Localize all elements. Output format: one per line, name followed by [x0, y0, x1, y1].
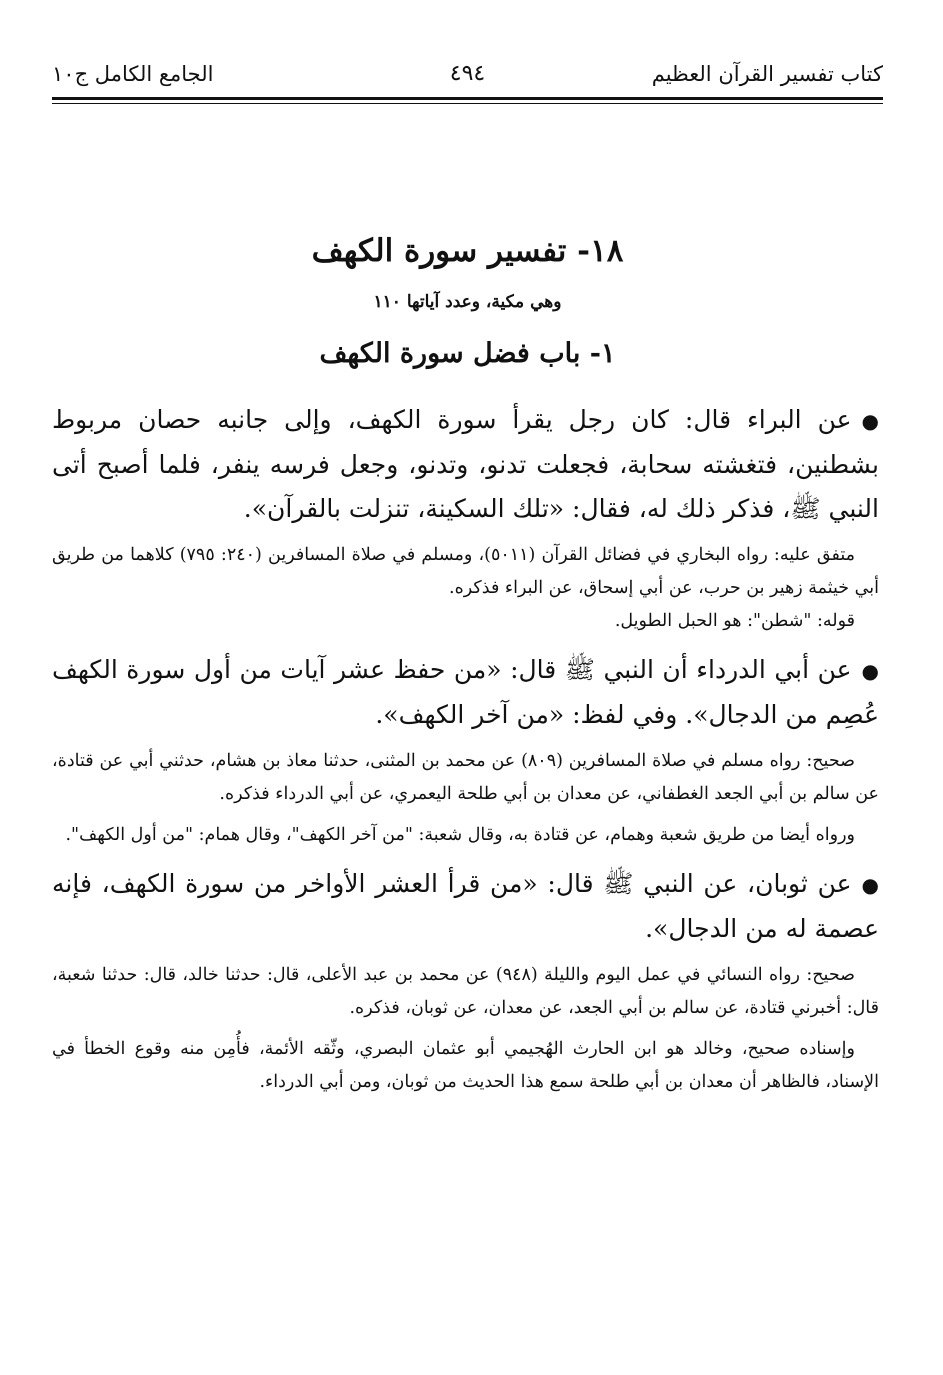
- surah-title: ١٨- تفسير سورة الكهف: [311, 233, 624, 269]
- hadith-paragraph: [52, 862, 879, 951]
- gloss-note: قوله: "شطن": هو الحبل الطويل.: [614, 611, 855, 631]
- takhrij-note: متفق عليه: رواه البخاري في فضائل القرآن (٥٠١١)، ومسلم في صلاة المسافرين (٢٤٠: ٧٩٥) كلاهما من طريق أبي خيثمة زهير بن حرب، عن أبي إسحاق، عن البراء فذكره.: [52, 545, 879, 598]
- header-book-title: كتاب تفسير القرآن العظيم: [651, 62, 883, 86]
- hadith-text: عن البراء قال: كان رجل يقرأ سورة الكهف، وإلى جانبه حصان مربوط بشطنين، فتغشته سحابة، فجعلت تدنو، وتدنو، وجعل فرسه ينفر، فلما أصبح أتى النبي ﷺ، فذكر ذلك له، فقال: «تلك السكينة، تنزلت بالقرآن».: [52, 405, 879, 523]
- surah-subtitle: وهي مكية، وعدد آياتها ١١٠: [373, 292, 562, 312]
- bullet-icon: ●: [861, 873, 879, 897]
- takhrij-note: وإسناده صحيح، وخالد هو ابن الحارث الهُجيمي أبو عثمان البصري، وثّقه الأئمة، فأُمِن منه وقوع الخطأ في الإسناد، فالظاهر أن معدان بن أبي طلحة سمع هذا الحديث من ثوبان، ومن أبي الدرداء.: [52, 1039, 879, 1092]
- title-block: [52, 228, 883, 374]
- bullet-icon: ●: [861, 409, 879, 433]
- header-volume: الجامع الكامل ج١٠: [52, 62, 214, 86]
- hadith-paragraph: [52, 398, 879, 531]
- hadith-text: عن أبي الدرداء أن النبي ﷺ قال: «من حفظ عشر آيات من أول سورة الكهف عُصِم من الدجال». وفي لفظ: «من آخر الكهف».: [52, 655, 879, 729]
- header-rule-thick: [52, 97, 883, 100]
- running-header: [52, 56, 883, 96]
- bullet-icon: ●: [861, 659, 879, 683]
- chapter-heading: ١- باب فضل سورة الكهف: [319, 338, 616, 369]
- page-content: [52, 398, 879, 1099]
- takhrij-note: ورواه أيضا من طريق شعبة وهمام، عن قتادة به، وقال شعبة: "من آخر الكهف"، وقال همام: "من أول الكهف".: [65, 825, 855, 845]
- takhrij-note: صحيح: رواه النسائي في عمل اليوم والليلة (٩٤٨) عن محمد بن عبد الأعلى، قال: حدثنا خالد، قال: حدثنا شعبة، قال: أخبرني قتادة، عن سالم بن أبي الجعد، عن معدان، عن ثوبان، فذكره.: [52, 965, 879, 1018]
- header-page-number: ٤٩٤: [449, 61, 486, 86]
- header-rule-thin: [52, 103, 883, 104]
- hadith-paragraph: [52, 648, 879, 737]
- takhrij-note: صحيح: رواه مسلم في صلاة المسافرين (٨٠٩) عن محمد بن المثنى، حدثنا معاذ بن هشام، حدثني أبي عن قتادة، عن سالم بن أبي الجعد الغطفاني، عن معدان بن أبي طلحة اليعمري، عن أبي الدرداء فذكره.: [52, 751, 879, 804]
- hadith-text: عن ثوبان، عن النبي ﷺ قال: «من قرأ العشر الأواخر من سورة الكهف، فإنه عصمة له من الدجال».: [52, 869, 879, 943]
